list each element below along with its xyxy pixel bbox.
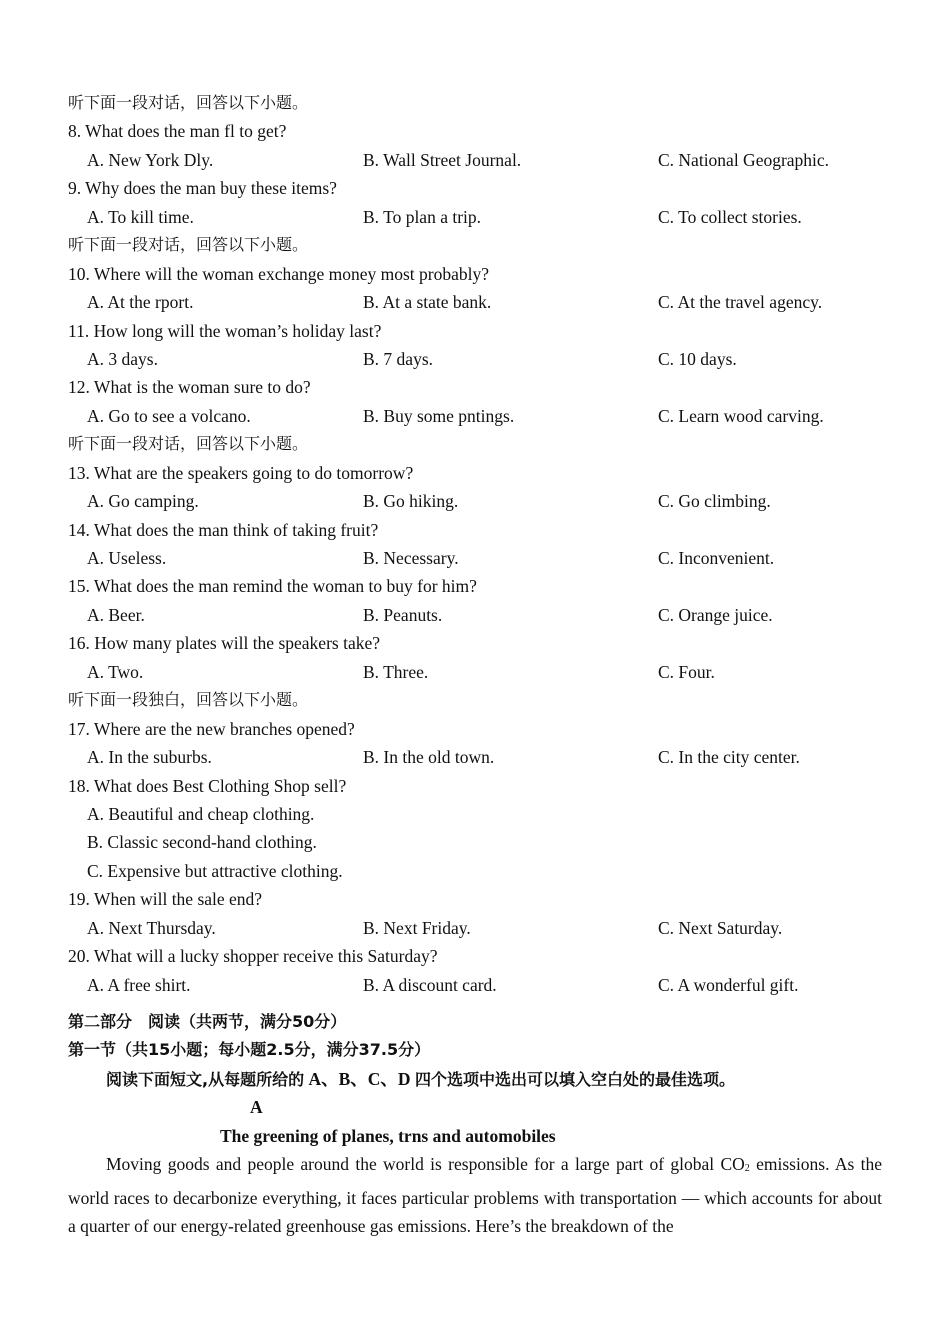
section-intro: 听下面一段对话，回答以下小题。 <box>68 235 309 255</box>
options-15 <box>68 601 882 629</box>
option-c: C. At the travel agency. <box>658 292 823 313</box>
question-15: 15. What does the man remind the woman to buy for him? <box>68 576 477 597</box>
question-20: 20. What will a lucky shopper receive this Saturday? <box>68 946 438 967</box>
option-a: A. Beer. <box>87 604 145 625</box>
option-a: A. Two. <box>87 661 144 682</box>
option-c: C. Four. <box>658 661 715 682</box>
option-b: B. A discount card. <box>363 974 497 995</box>
option-b: B. Go hiking. <box>363 491 459 512</box>
question-11: 11. How long will the woman’s holiday last? <box>68 320 382 341</box>
part-heading: 第二部分 阅读（共两节，满分50分） <box>68 1012 347 1031</box>
section-intro: 听下面一段对话，回答以下小题。 <box>68 434 309 454</box>
option-b: B. At a state bank. <box>363 292 492 313</box>
option-c: C. Orange juice. <box>658 604 773 625</box>
option-c: C. A wonderful gift. <box>658 974 799 995</box>
option-a: A. 3 days. <box>87 348 158 369</box>
option-c: C. Next Saturday. <box>658 917 783 938</box>
options-12 <box>68 402 882 430</box>
option-a: A. Useless. <box>87 548 167 568</box>
options-17 <box>68 743 882 771</box>
options-14 <box>68 544 882 572</box>
option-c: C. 10 days. <box>658 348 737 369</box>
option-b: B. Buy some pntings. <box>363 405 515 426</box>
section-intro: 听下面一段对话，回答以下小题。 <box>68 93 309 112</box>
options-16 <box>68 658 882 686</box>
option-b: B. Classic second-hand clothing. <box>87 832 317 853</box>
question-19: 19. When will the sale end? <box>68 889 263 910</box>
passage-letter: A <box>250 1097 263 1118</box>
document-page <box>68 89 882 1241</box>
option-a: A. In the suburbs. <box>87 747 212 768</box>
section-heading: 第一节（共15小题；每小题2.5分，满分37.5分） <box>68 1040 431 1060</box>
reading-instruction: 阅读下面短文,从每题所给的 A、B、C、D 四个选项中选出可以填入空白处的最佳选项。 <box>106 1068 735 1089</box>
question-14: 14. What does the man think of taking fruit? <box>68 519 379 540</box>
options-9 <box>68 203 882 231</box>
option-c: C. In the city center. <box>658 747 800 768</box>
option-b: B. Three. <box>363 661 429 682</box>
option-b: B. Peanuts. <box>363 604 443 625</box>
option-a: A. New York Dly. <box>87 149 214 170</box>
option-b: B. Wall Street Journal. <box>363 149 522 170</box>
section-intro-monologue: 听下面一段独白，回答以下小题。 <box>68 690 309 710</box>
question-9: 9. Why does the man buy these items? <box>68 178 337 199</box>
option-b: B. In the old town. <box>363 747 495 768</box>
options-19 <box>68 914 882 942</box>
question-10: 10. Where will the woman exchange money most probably? <box>68 263 490 284</box>
option-a: A. Go to see a volcano. <box>87 405 251 426</box>
option-c: C. National Geographic. <box>658 149 830 170</box>
passage-paragraph: Moving goods and people around the world is responsible for a large part of global $CO_2$ emissions. As the world races to decarbonize everything, it faces particular problems with transportation — which accounts for about a quarter of our energy-related greenhouse gas emissions. Here’s the breakdown of the <box>68 1154 882 1237</box>
option-b: B. Necessary. <box>363 548 459 568</box>
options-11 <box>68 345 882 373</box>
option-a: A. A free shirt. <box>87 974 191 995</box>
passage-title: The greening of planes, trns and automobiles <box>220 1125 556 1146</box>
question-13: 13. What are the speakers going to do tomorrow? <box>68 462 414 483</box>
question-16: 16. How many plates will the speakers take? <box>68 633 380 654</box>
option-b: B. 7 days. <box>363 348 433 369</box>
option-c: C. Learn wood carving. <box>658 405 824 426</box>
question-12: 12. What is the woman sure to do? <box>68 377 311 398</box>
question-18: 18. What does Best Clothing Shop sell? <box>68 775 347 796</box>
options-20 <box>68 971 882 999</box>
option-a: A. Beautiful and cheap clothing. <box>87 803 315 824</box>
options-10 <box>68 288 882 316</box>
question-17: 17. Where are the new branches opened? <box>68 718 355 739</box>
option-b: B. Next Friday. <box>363 917 471 938</box>
question-8: 8. What does the man fl to get? <box>68 121 287 142</box>
option-a: A. Next Thursday. <box>87 917 216 938</box>
option-c: C. To collect stories. <box>658 206 802 227</box>
option-c: C. Expensive but attractive clothing. <box>87 860 343 881</box>
options-13 <box>68 487 882 515</box>
option-c: C. Inconvenient. <box>658 548 775 568</box>
option-a: A. To kill time. <box>87 206 194 227</box>
option-b: B. To plan a trip. <box>363 206 482 227</box>
option-a: A. At the rport. <box>87 292 194 313</box>
option-a: A. Go camping. <box>87 491 199 512</box>
options-8 <box>68 146 882 174</box>
option-c: C. Go climbing. <box>658 491 771 512</box>
